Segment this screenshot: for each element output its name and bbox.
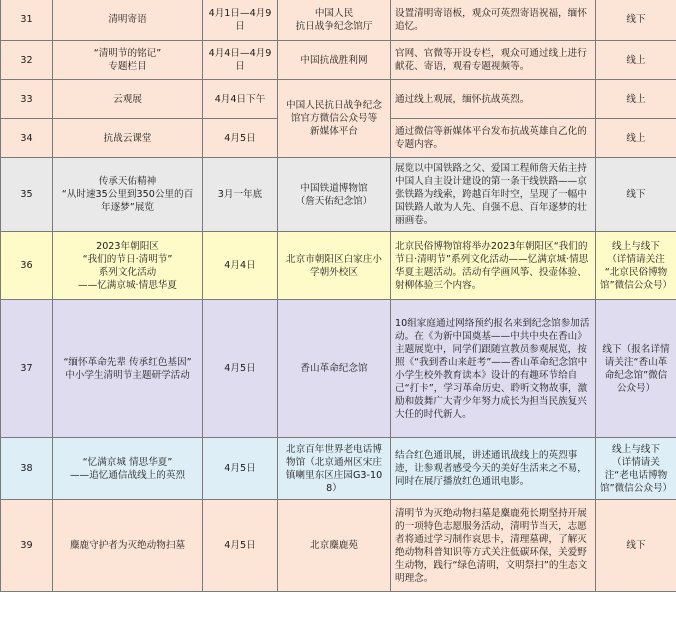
row-number: 35: [1, 158, 53, 232]
activity-mode: 线上与线下 （详情请关注“老电话博物馆”微信公众号）: [596, 438, 676, 500]
activity-mode: 线下（报名详情请关注“香山革命纪念馆”微信公众号）: [596, 300, 676, 438]
activity-name: “忆满京城 情思华夏” ——追忆通信战线上的英烈: [53, 438, 203, 500]
activity-name: 2023年朝阳区 “我们的节日·清明节” 系列文化活动 ——忆满京城·情思华夏: [53, 232, 203, 300]
activity-name: “缅怀革命先辈 传承红色基因” 中小学生清明节主题研学活动: [53, 300, 203, 438]
activity-venue: 北京麋鹿苑: [278, 500, 391, 592]
table-row: [1, 232, 676, 300]
row-number: 38: [1, 438, 53, 500]
row-number: 33: [1, 80, 53, 119]
row-number: 36: [1, 232, 53, 300]
row-number: 32: [1, 41, 53, 80]
table-row: [1, 0, 676, 41]
row-number: 39: [1, 500, 53, 592]
activity-date: 4月4日: [203, 232, 278, 300]
activity-name: 云观展: [53, 80, 203, 119]
row-number: 37: [1, 300, 53, 438]
activity-date: 4月5日: [203, 119, 278, 158]
activity-venue: 北京百年世界老电话博物馆（北京通州区宋庄镇喇里东区庄园G3-108）: [278, 438, 391, 500]
activity-date: 3月一年底: [203, 158, 278, 232]
activity-content: 展览以中国铁路之父、爱国工程师詹天佑主持中国人自主设计建设的第一条干线铁路——京张铁路为线索，跨越百年时空，呈现了一幅中国铁路人敢为人先、自强不息、百年逐梦的壮丽画卷。: [391, 158, 596, 232]
activity-date: 4月1日—4月9日: [203, 0, 278, 41]
activity-name: 抗战云课堂: [53, 119, 203, 158]
activity-mode: 线下: [596, 0, 676, 41]
row-number: 31: [1, 0, 53, 41]
activity-name: 清明寄语: [53, 0, 203, 41]
activity-content: 通过线上观展，缅怀抗战英烈。: [391, 80, 596, 119]
activity-mode: 线上: [596, 41, 676, 80]
activity-content: 设置清明寄语板，观众可英烈寄语祝福，缅怀追忆。: [391, 0, 596, 41]
activity-venue: 中国人民抗日战争纪念馆官方微信公众号等 新媒体平台: [278, 80, 391, 158]
activity-date: 4月4日—4月9日: [203, 41, 278, 80]
activity-mode: 线下: [596, 158, 676, 232]
table-row: [1, 300, 676, 438]
activity-venue: 中国人民 抗日战争纪念馆厅: [278, 0, 391, 41]
activity-content: 官网、官微等开设专栏，观众可通过线上进行献花、寄语，观看专题视频等。: [391, 41, 596, 80]
activity-name: 传承天佑精神 “从时速35公里到350公里的百年逐梦”展览: [53, 158, 203, 232]
activity-mode: 线上: [596, 80, 676, 119]
activity-content: 通过微信等新媒体平台发布抗战英雄自乙化的专题内容。: [391, 119, 596, 158]
activity-content: 结合红色通讯展，讲述通讯战线上的英烈事迹，让参观者感受今天的美好生活来之不易，同时在展厅播放红色通讯电影。: [391, 438, 596, 500]
activity-venue: 香山革命纪念馆: [278, 300, 391, 438]
table-row: [1, 80, 676, 119]
activity-mode: 线上与线下 （详情请关注 “北京民俗博物馆”微信公众号）: [596, 232, 676, 300]
activity-content: 北京民俗博物馆将举办2023年朝阳区“我们的节日·清明节”系列文化活动——忆满京城·情思华夏主题活动。活动有学画风筝、投壶体验、射柳体验三个内容。: [391, 232, 596, 300]
activity-date: 4月5日: [203, 500, 278, 592]
activity-mode: 线下: [596, 500, 676, 592]
activity-name: “清明节的铭记” 专题栏目: [53, 41, 203, 80]
table-row: [1, 158, 676, 232]
activity-content: 10组家庭通过网络预约报名来到纪念馆参加活动。在《为新中国奠基——中共中央在香山》主题展览中，同学们跟随宣教员参观展览，按照《“我到香山来赶考”——香山革命纪念馆中小学生校外教育读本》设计的有趣环节给自己“打卡”，学习革命历史、聆听文物故事，激励和鼓舞广大青少年努力成长为担当民族复兴大任的时代新人。: [391, 300, 596, 438]
activity-date: 4月4日下午: [203, 80, 278, 119]
activity-date: 4月5日: [203, 300, 278, 438]
table-row: [1, 41, 676, 80]
activity-venue: 北京市朝阳区白家庄小学朝外校区: [278, 232, 391, 300]
table-row: [1, 500, 676, 592]
row-number: 34: [1, 119, 53, 158]
activity-venue: 中国抗战胜利网: [278, 41, 391, 80]
activity-content: 清明节为灭绝动物扫墓是麋鹿苑长期坚持开展的一项特色志愿服务活动，清明节当天，志愿者将通过学习制作哀思卡，清理墓碑，了解灭绝动物科普知识等方式关注低碳环保，关爱野生动物，践行“绿色清明，文明祭扫”的生态文明理念。: [391, 500, 596, 592]
table-row: [1, 438, 676, 500]
activity-venue: 中国铁道博物馆 （詹天佑纪念馆）: [278, 158, 391, 232]
activity-name: 麋鹿守护者为灭绝动物扫墓: [53, 500, 203, 592]
activity-mode: 线上: [596, 119, 676, 158]
activity-date: 4月5日: [203, 438, 278, 500]
